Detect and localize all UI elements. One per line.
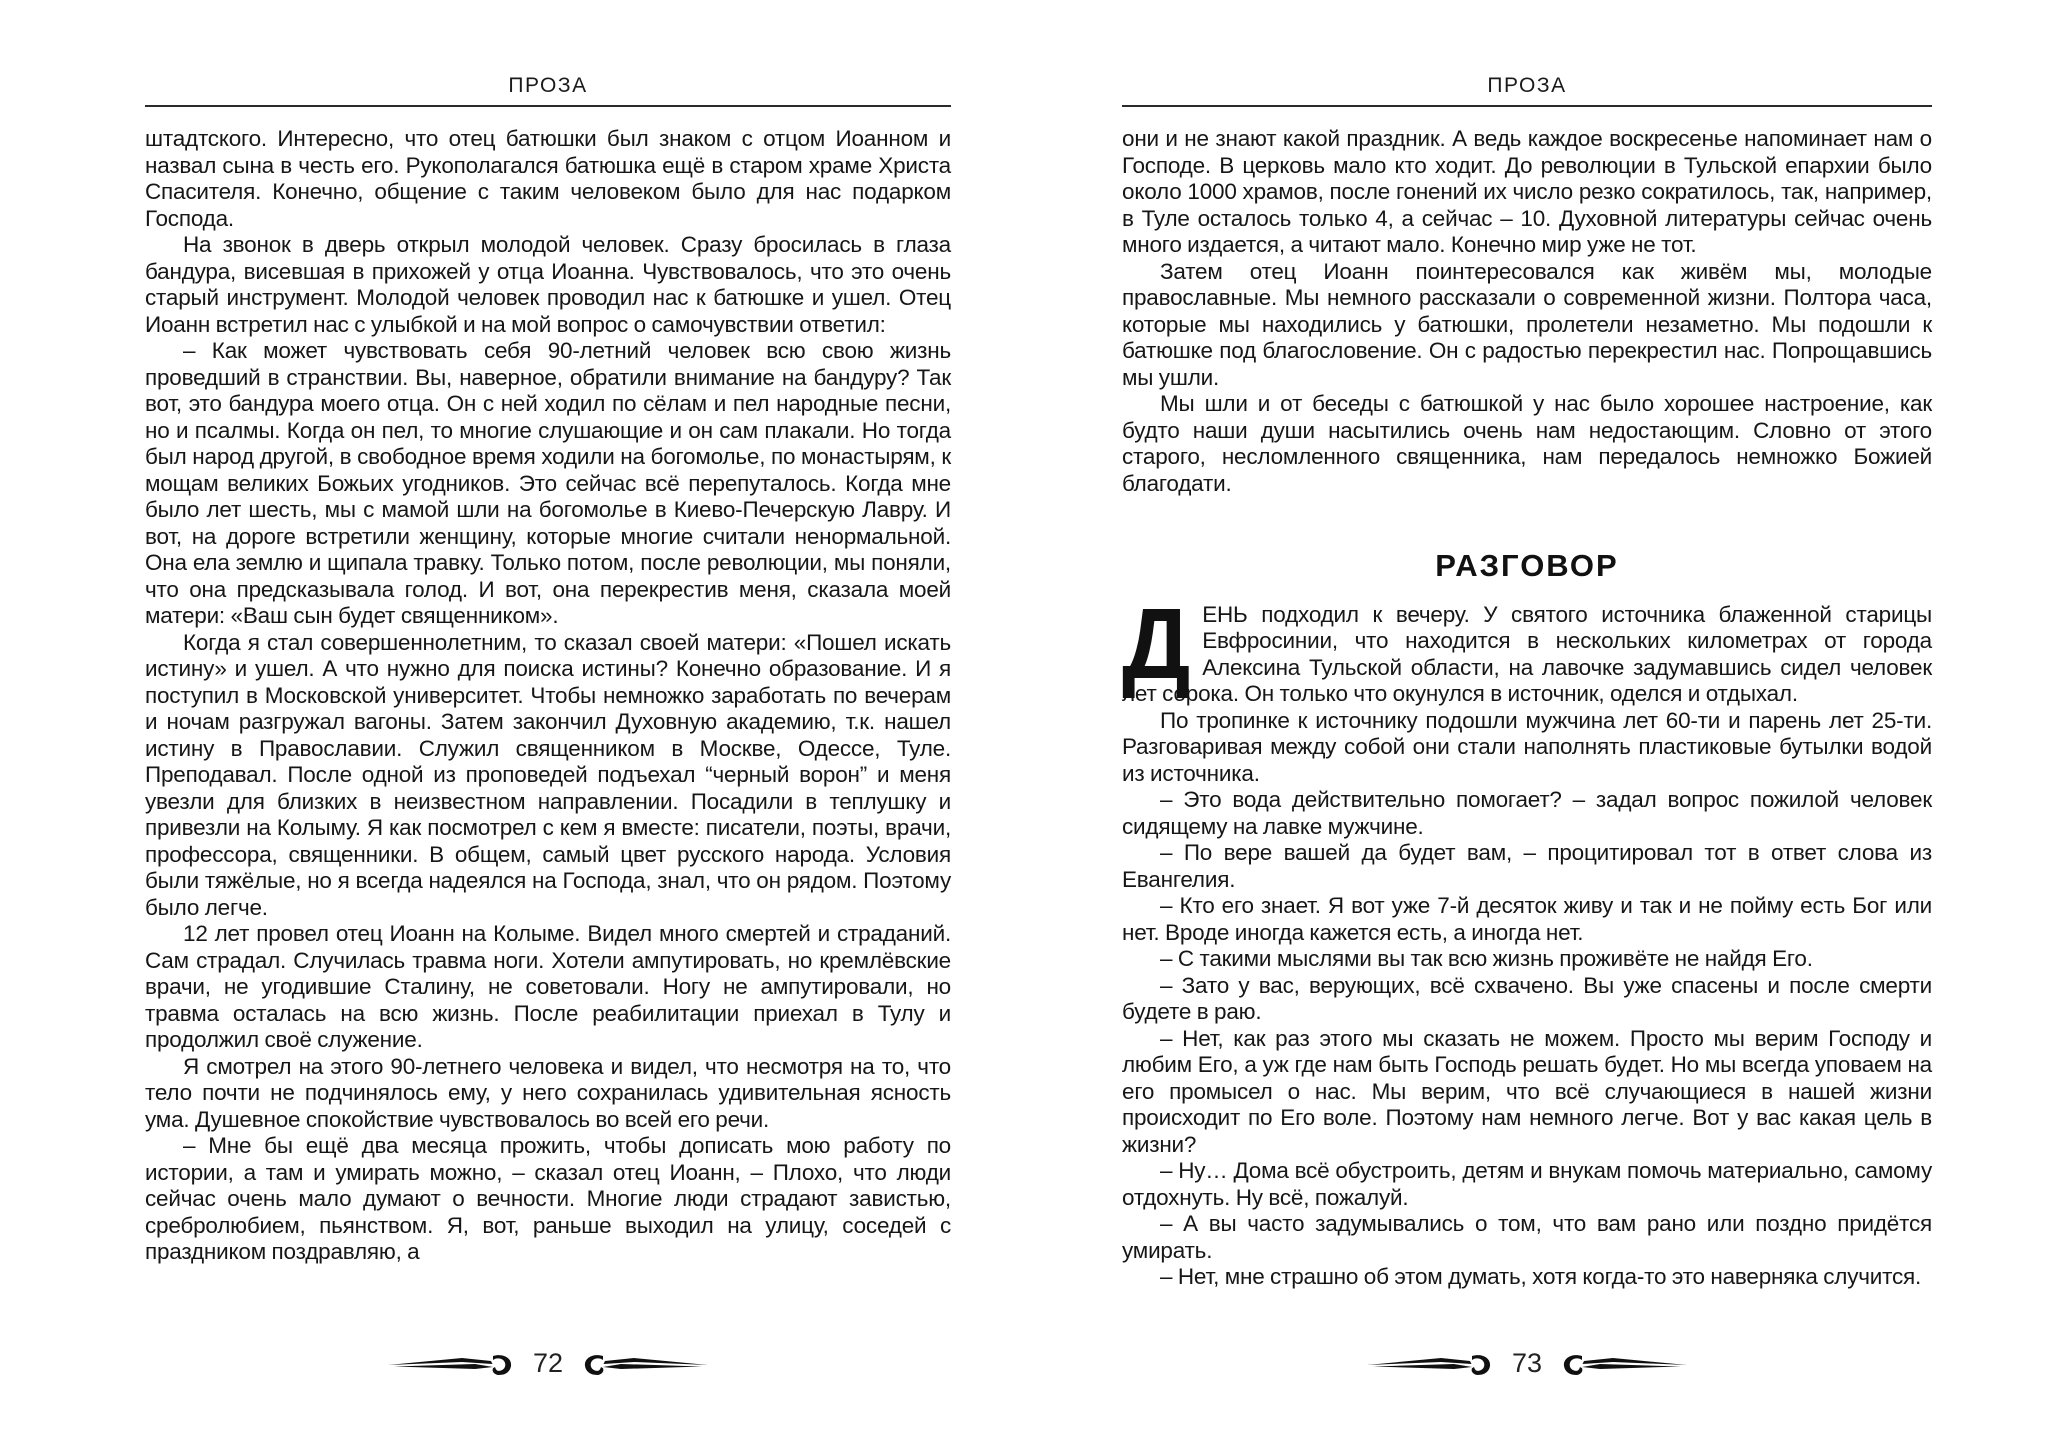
running-head: ПРОЗА xyxy=(1487,74,1567,97)
body-paragraph: – Нет, мне страшно об этом думать, хотя когда-то это наверняка случится. xyxy=(1160,1264,1922,1289)
body-paragraph: – А вы часто задумывались о том, что вам рано или поздно придётся умирать. xyxy=(1122,1211,1932,1263)
footer-ornament-left-icon xyxy=(1366,1352,1498,1376)
footer-ornament-right-icon xyxy=(1556,1352,1688,1376)
body-paragraph: – Это вода действительно помогает? – задал вопрос пожилой человек сидящему на лавке мужчине. xyxy=(1122,787,1932,839)
body-paragraph: Когда я стал совершеннолетним, то сказал своей матери: «Пошел искать истину» и ушел. А что нужно для поиска истины? Конечно образование. И я поступил в Московской университет. Чтобы немножко заработать по вечерам и ночам разгружал вагоны. Затем закончил Духовную академию, т.к. нашел истину в Православии. Служил священником в Москве, Одессе, Туле. Преподавал. После одной из проповедей подъехал “черный ворон” и меня увезли для близких в неизвестном направлении. Посадили в теплушку и привезли на Колыму. Я как посмотрел с кем я вместе: писатели, поэты, врачи, профессора, священники. В общем, самый цвет русского народа. Условия были тяжёлые, но я всегда надеялся на Господа, знал, что он рядом. Поэтому было легче. xyxy=(145,629,951,920)
body-paragraph: – Зато у вас, верующих, всё схвачено. Вы уже спасены и после смерти будете в раю. xyxy=(1122,972,1932,1024)
page-footer xyxy=(1122,1350,1932,1377)
footer-ornament-right-icon xyxy=(577,1352,709,1376)
body-paragraph: штадтского. Интересно, что отец батюшки был знаком с отцом Иоанном и назвал сына в честь его. Рукополагался батюшка ещё в старом храме Христа Спасителя. Конечно, общение с таким человеком было для нас подарком Господа. xyxy=(145,126,951,231)
body-paragraph: – Нет, как раз этого мы сказать не можем. Просто мы верим Господу и любим Его, а уж где нам быть Господь решать будет. Но мы всегда уповаем на его промысел о нас. Мы верим, что всё случающиеся в нашей жизни происходит по Его воле. Поэтому нам немного легче. Вот у вас какая цель в жизни? xyxy=(1122,1025,1932,1157)
body-paragraph: Я смотрел на этого 90-летнего человека и видел, что несмотря на то, что тело почти не подчинялось ему, у него сохранилась удивительная ясность ума. Душевное спокойствие чувствовалось во всей его речи. xyxy=(145,1053,951,1132)
drop-cap: Д xyxy=(1122,587,1191,700)
body-paragraph: – Мне бы ещё два месяца прожить, чтобы дописать мою работу по истории, а там и умирать можно, – сказал отец Иоанн, – Плохо, что люди сейчас очень мало думают о вечности. Многие люди страдают завистью, сребролюбием, пьянством. Я, вот, раньше выходил на улицу, соседей с праздником поздравляю, а xyxy=(145,1133,951,1264)
body-paragraph: Затем отец Иоанн поинтересовался как живём мы, молодые православные. Мы немного рассказали о современной жизни. Полтора часа, которые мы находились у батюшки, пролетели незаметно. Мы подошли к батюшке под благословение. Он с радостью перекрестил нас. Попрощавшись мы ушли. xyxy=(1122,258,1932,390)
body-paragraph: – Как может чувствовать себя 90-летний человек всю свою жизнь проведший в странствии. Вы, наверное, обратили внимание на бандуру? Так вот, это бандура моего отца. Он с ней ходил по сёлам и пел народные песни, но и псалмы. Когда он пел, то многие слушающие и он сам плакали. Но тогда был народ другой, в свободное время ходили на богомолье, по монастырям, к мощам великих Божьих угодников. Это сейчас всё перепуталось. Когда мне было лет шесть, мы с мамой шли на богомолье в Киево-Печерскую Лавру. И вот, на дороге встретили женщину, которые многие считали ненормальной. Она ела землю и щипала травку. Только потом, после революции, мы поняли, что она предсказывала голод. И вот, она перекрестив меня, сказала моей матери: «Ваш сын будет священником». xyxy=(145,338,951,628)
body-paragraph: они и не знают какой праздник. А ведь каждое воскресенье напоминает нам о Господе. В церковь мало кто ходит. До революции в Тульской епархии было около 1000 храмов, после гонений их число резко сократилось, так, например, в Туле осталось только 4, а сейчас – 10. Духовной литературы сейчас очень много издается, а читают мало. Конечно мир уже не тот. xyxy=(1122,126,1932,257)
header-rule xyxy=(145,105,951,107)
page-body xyxy=(145,126,951,1266)
footer-ornament-left-icon xyxy=(387,1352,519,1376)
body-paragraph: – С такими мыслями вы так всю жизнь проживёте не найдя Его. xyxy=(1160,946,1813,971)
page-number: 73 xyxy=(1511,1348,1543,1378)
body-paragraph: – По вере вашей да будет вам, – процитировал тот в ответ слова из Евангелия. xyxy=(1122,840,1932,892)
page-right xyxy=(1122,60,1932,1454)
header-rule xyxy=(1122,105,1932,107)
section-heading: РАЗГОВОР xyxy=(1435,548,1619,583)
page-body xyxy=(1122,126,1932,1291)
body-paragraph: По тропинке к источнику подошли мужчина лет 60-ти и парень лет 25-ти. Разговаривая между собой они стали наполнять пластиковые бутылки водой из источника. xyxy=(1122,707,1932,786)
page-number: 72 xyxy=(532,1348,564,1378)
page-footer xyxy=(145,1350,951,1377)
body-paragraph: – Ну… Дома всё обустроить, детям и внукам помочь материально, самому отдохнуть. Ну всё, пожалуй. xyxy=(1122,1158,1932,1210)
page-left xyxy=(145,60,951,1454)
running-head: ПРОЗА xyxy=(508,74,588,97)
body-paragraph: ДЕНЬ подходил к вечеру. У святого источника блаженной старицы Евфросинии, что находится в нескольких километрах от города Алексина Тульской области, на лавочке задумавшись сидел человек лет сорока. Он только что окунулся в источник, оделся и отдыхал. xyxy=(1122,587,1932,706)
body-paragraph: На звонок в дверь открыл молодой человек. Сразу бросилась в глаза бандура, висевшая в прихожей у отца Иоанна. Чувствовалось, что это очень старый инструмент. Молодой человек проводил нас к батюшке и ушел. Отец Иоанн встретил нас с улыбкой и на мой вопрос о самочувствии ответил: xyxy=(145,232,951,337)
body-paragraph: 12 лет провел отец Иоанн на Колыме. Видел много смертей и страданий. Сам страдал. Случилась травма ноги. Хотели ампутировать, но кремлёвские врачи, не угодившие Сталину, не советовали. Ногу не ампутировали, но травма осталась на всю жизнь. После реабилитации приехал в Тулу и продолжил своё служение. xyxy=(145,921,951,1052)
body-paragraph: Мы шли и от беседы с батюшкой у нас было хорошее настроение, как будто наши души насытились очень нам недостающим. Словно от этого старого, несломленного священника, нам передалось немножко Божией благодати. xyxy=(1122,391,1932,496)
body-paragraph: – Кто его знает. Я вот уже 7-й десяток живу и так и не пойму есть Бог или нет. Вроде иногда кажется есть, а иногда нет. xyxy=(1122,893,1932,945)
